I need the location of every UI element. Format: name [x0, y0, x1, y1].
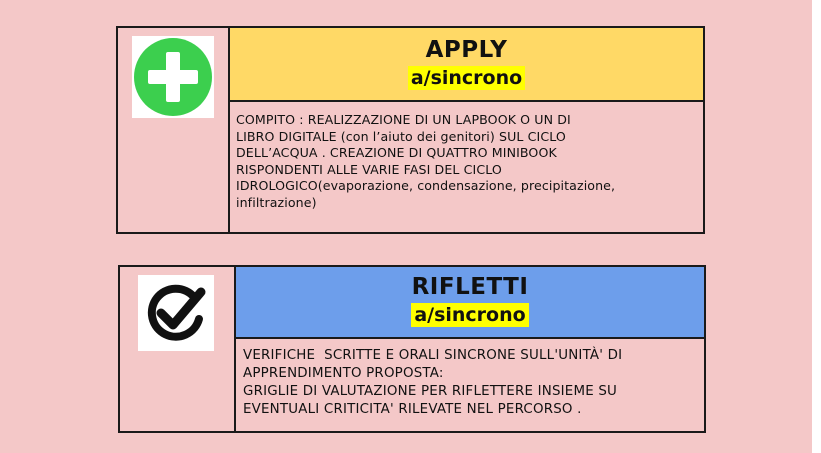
apply-card	[116, 26, 705, 234]
apply-subtitle: a/sincrono	[408, 66, 525, 90]
page-right-margin	[812, 0, 821, 453]
rifletti-title: RIFLETTI	[411, 274, 529, 300]
check-circle-icon	[138, 275, 214, 351]
plus-circle-icon	[132, 36, 214, 118]
apply-title: APPLY	[425, 37, 508, 63]
rifletti-icon-cell	[120, 267, 236, 431]
rifletti-body-text: VERIFICHE SCRITTE E ORALI SINCRONE SULL'UNITÀ' DI APPRENDIMENTO PROPOSTA: GRIGLIE DI VALUTAZIONE PER RIFLETTERE INSIEME SU EVENTUALI CRITICITA' RILEVATE NEL PERCORSO .	[243, 348, 623, 417]
apply-icon-cell	[118, 28, 230, 232]
apply-body-text: COMPITO : REALIZZAZIONE DI UN LAPBOOK O UN DI LIBRO DIGITALE (con l’aiuto dei genitori) SUL CICLO DELL’ACQUA . CREAZIONE DI QUATTRO MINIBOOK RISPONDENTI ALLE VARIE FASI DEL CICLO IDROLOGICO(evaporazione, condensazione, precipitazione, infiltrazione)	[236, 112, 616, 210]
rifletti-subtitle: a/sincrono	[411, 303, 528, 327]
rifletti-header	[236, 267, 704, 339]
rifletti-card	[118, 265, 706, 433]
apply-header	[230, 28, 703, 102]
